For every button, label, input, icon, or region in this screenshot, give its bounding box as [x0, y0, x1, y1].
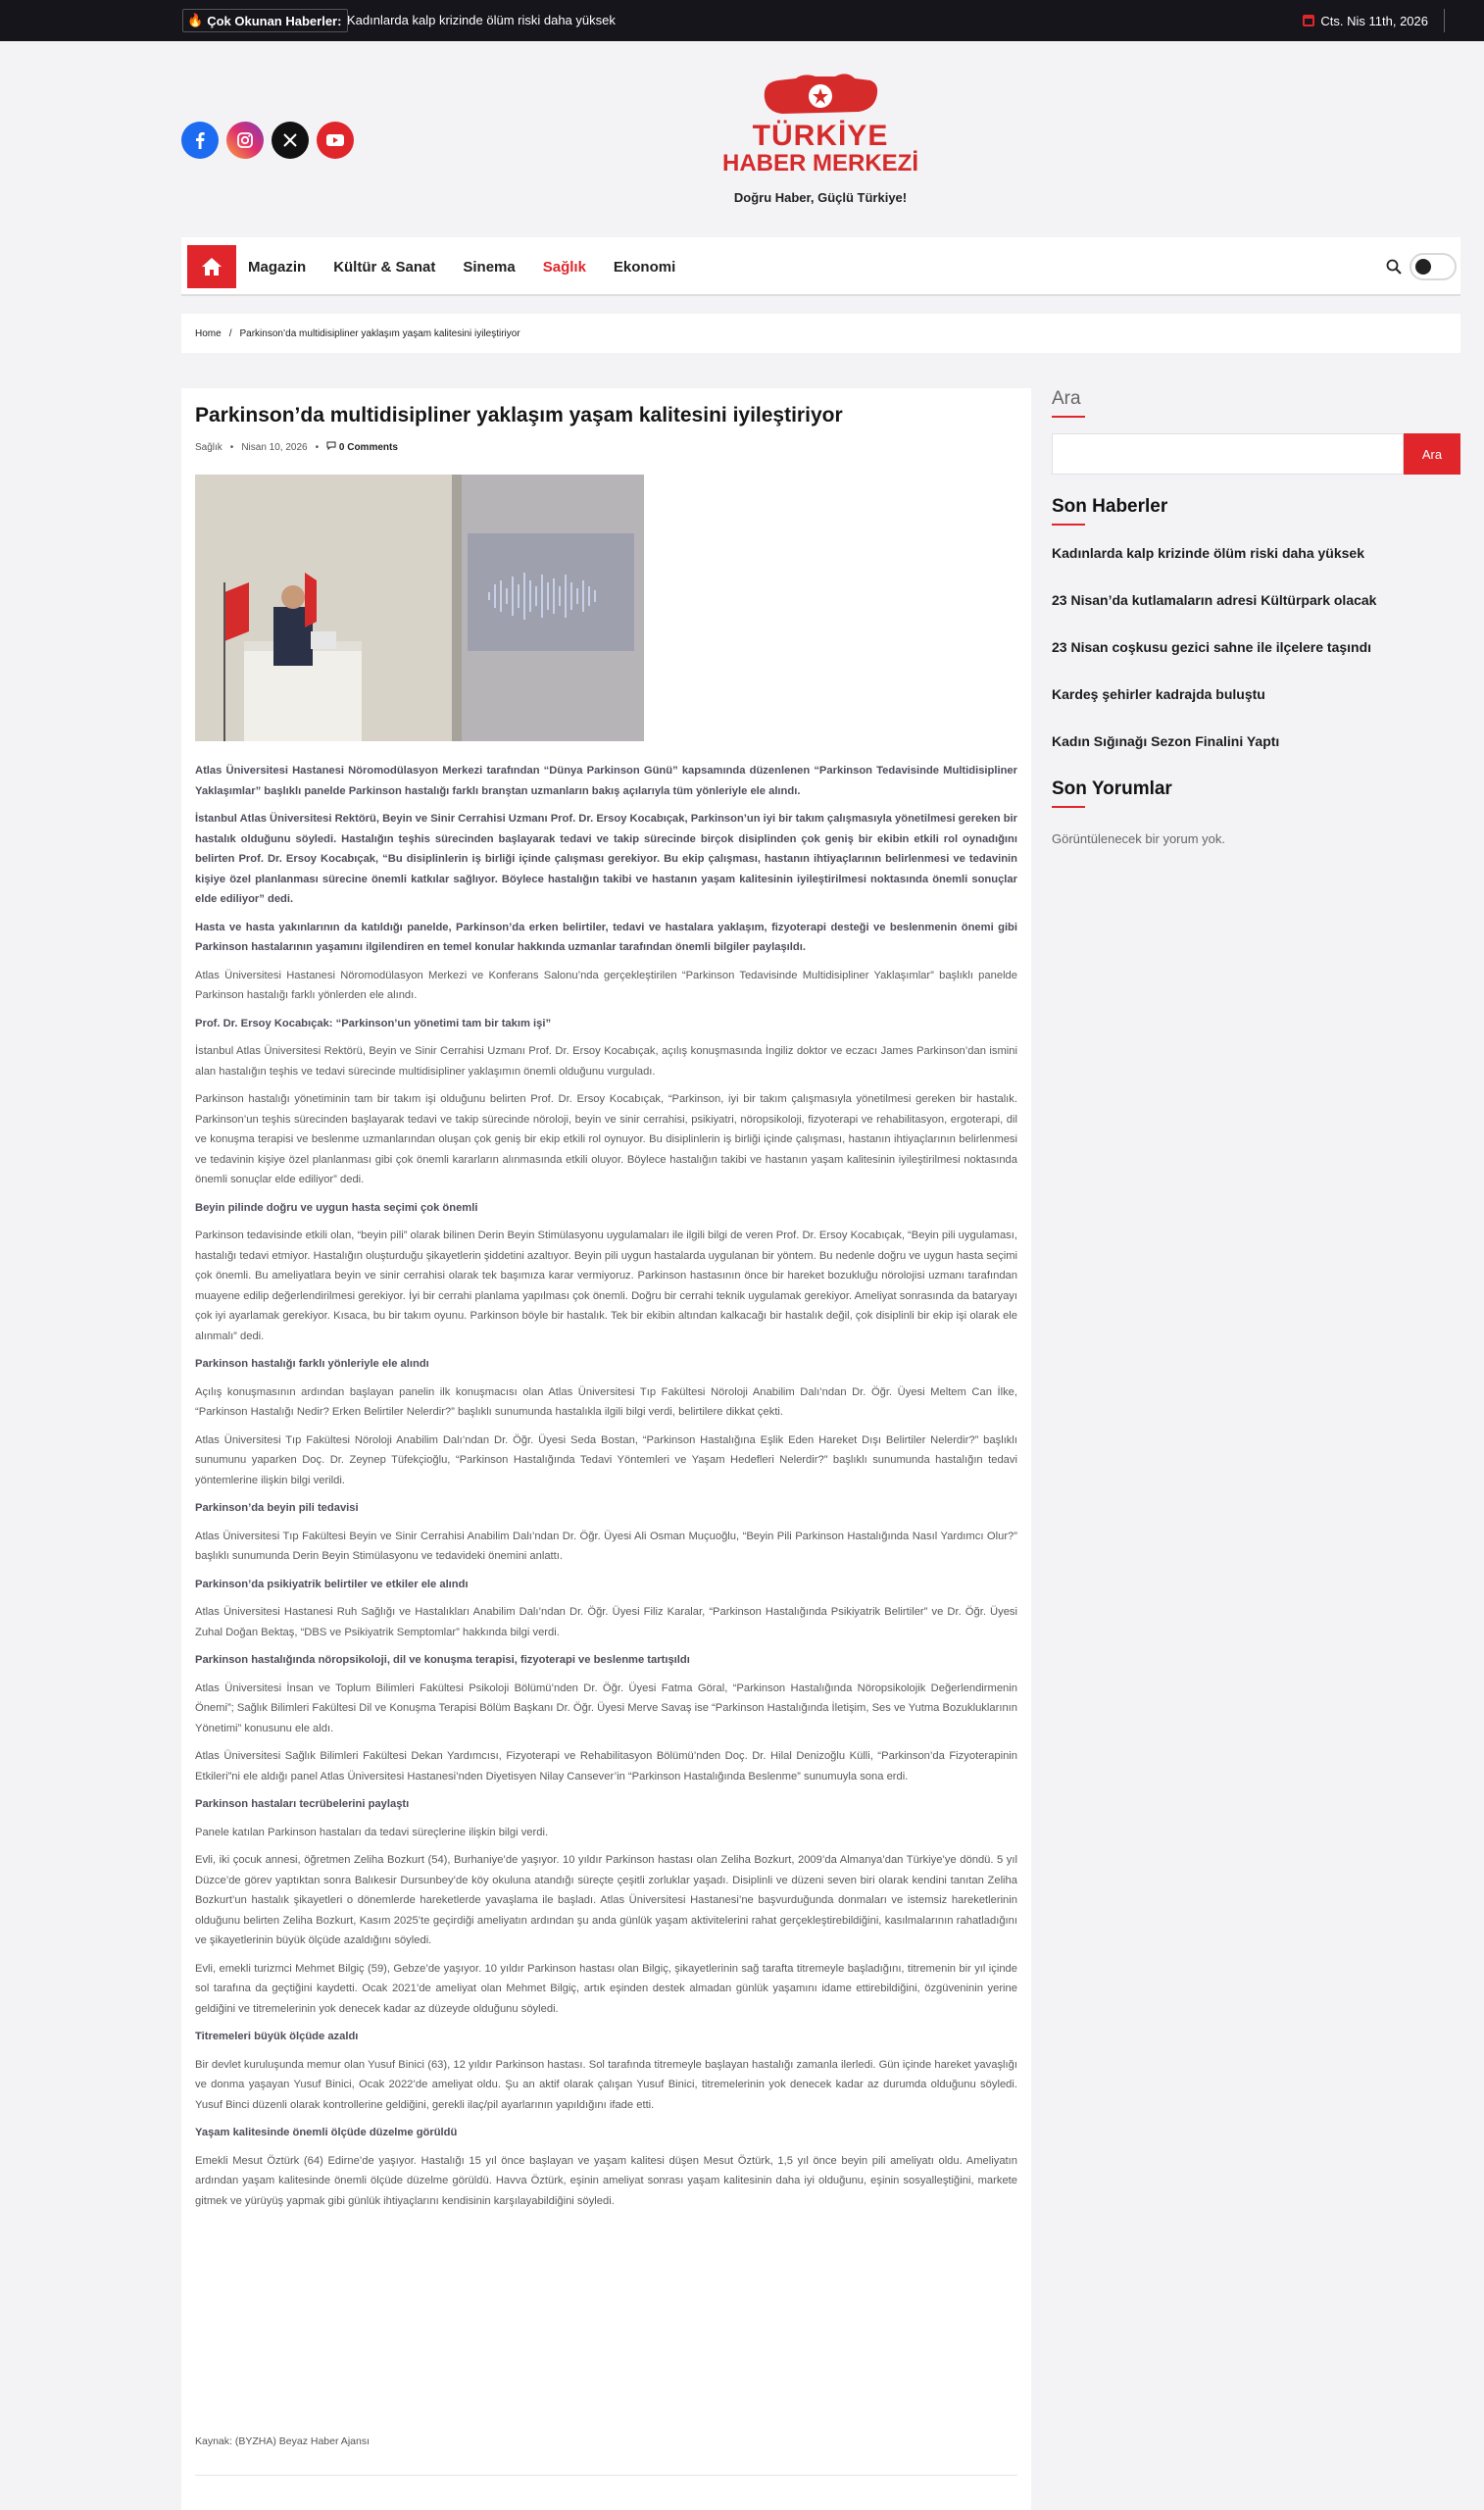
article-meta [195, 441, 1017, 453]
recent-news-item[interactable]: Kadın Sığınağı Sezon Finalini Yaptı [1052, 733, 1280, 749]
social-links [181, 122, 354, 159]
article-image [195, 475, 644, 741]
recent-news-item[interactable]: 23 Nisan’da kutlamaların adresi Kültürpark olacak [1052, 592, 1377, 608]
header-date [1303, 9, 1445, 32]
dark-mode-toggle[interactable] [1410, 253, 1457, 280]
article-subheading: Parkinson’da psikiyatrik belirtiler ve etkiler ele alındı [195, 1578, 469, 1590]
ticker-label [182, 9, 348, 32]
article-paragraph: İstanbul Atlas Üniversitesi Rektörü, Beyin ve Sinir Cerrahisi Uzmanı Prof. Dr. Ersoy Kocabıçak, açılış konuşmasında İngiliz doktor ve eczacı James Parkinson’dan ismini alan hastalığın teşhis ve tedavi sürecinde multidisipliner yaklaşımın önemli olduğunu vurguladı. [195, 1045, 1017, 1078]
ticker-headline[interactable]: Kadınlarda kalp krizinde ölüm riski daha yüksek [347, 13, 616, 27]
article-subheading: Prof. Dr. Ersoy Kocabıçak: “Parkinson’un yönetimi tam bir takım işi” [195, 1017, 552, 1029]
article-paragraph: Emekli Mesut Öztürk (64) Edirne’de yaşıyor. Hastalığı 15 yıl önce başlayan ve yaşam kalitesi düşen Mesut Öztürk, 1,5 yıl önce beyin pili ameliyatı oldu. Ameliyatın ardından yaşam kalitesinde önemli ölçüde düzelme görüldü. Havva Öztürk, eşinin ameliyat sonrası yaşam kalitesinin daha iyi olduğunu, eşinin sosyalleştiğini, markete gitmek ve yürüyüş yapmak gibi günlük ihtiyaçlarını kendisinin karşılayabildiğini söyledi. [195, 2154, 1017, 2207]
article-paragraph: Parkinson hastalığı yönetiminin tam bir takım işi olduğunu belirten Prof. Dr. Ersoy Kocabıçak, “Parkinson, iyi bir takım çalışmasıyla yönetilmesi gereken bir hastalık. Parkinson’un teşhis sürecinden başlayarak tedavi ve takip sürecinde nöroloji, beyin ve sinir cerrahisi, psikiyatri, nöropsikoloji, fizyoterapi ve rehabilitasyon, ergoterapi, dil ve konuşma terapisi ve beslenme uzmanlarından oluşan çok geniş bir ekip etkili rol oynuyor. Bu disiplinlerin iş birliği içinde çalışması, hastanın ihtiyaçlarının belirlenmesi ve tedavinin kişiye özel planlanması gibi çok önemli kararların alınmasında etkili oluyor. Böylece hastalığın takibi ve hastanın yaşam kalitesinin iyileştirilmesi noktasında önemli sonuçlar elde ediliyor” dedi. [195, 1093, 1017, 1185]
meta-dot: • [229, 441, 234, 453]
breadcrumb [181, 314, 1460, 353]
article-category[interactable]: Sağlık [195, 441, 223, 453]
article-paragraph: Atlas Üniversitesi İnsan ve Toplum Bilimleri Fakültesi Psikoloji Bölümü’nden Dr. Öğr. Üyesi Fatma Göral, “Parkinson Hastalığında Nöropsikolojik Değerlendirmenin Önemi”; Sağlık Bilimleri Fakültesi Dil ve Konuşma Terapisi Bölüm Başkanı Dr. Öğr. Üyesi Merve Savaş ise “Parkinson Hastalığında İletişim, Ses ve Yutma Bozukluklarının Yönetimi” konusunu ele aldı. [195, 1682, 1017, 1734]
article-paragraph: Parkinson tedavisinde etkili olan, “beyin pili” olarak bilinen Derin Beyin Stimülasyonu uygulamaları ile ilgili bilgi de veren Prof. Dr. Ersoy Kocabıçak, “Beyin pili uygulaması, hastalığı tedavi etmiyor. Hastalığın oluşturduğu şikayetlerin şiddetini azaltıyor. Beyin pili uygun hastalarda uygulanan bir yöntem. Bu nedenle doğru ve uygun hasta seçimi çok önemli. Bu ameliyatlara beyin ve sinir cerrahisi olarak tek başımıza karar vermiyoruz. Parkinson hastasının önce bir hareket bozukluğu nörolojisi uzmanı tarafından muayene edilip değerlendirilmesi gerekiyor. İyi bir cerrahi planlama yapılması çok önemli. Doğru bir cerrahi teknik uygulamak gerekiyor. Ameliyat sonrasında da bataryayı çok iyi ayarlamak gerekiyor. Kısaca, bu bir takım oyunu. Parkinson böyle bir hastalık. Tek bir ekibin altından kalkacağı bir hastalık değil, çok disiplinli bir ekip işi olarak ele alınmalı” dedi. [195, 1230, 1017, 1342]
article-subheading: Titremeleri büyük ölçüde azaldı [195, 2031, 359, 2042]
nav-item-kultur-sanat[interactable]: Kültür & Sanat [333, 258, 436, 276]
main-nav [181, 237, 1460, 296]
search-icon[interactable] [1386, 259, 1402, 275]
nav-item-ekonomi[interactable]: Ekonomi [613, 258, 676, 276]
sidebar-search-input[interactable] [1052, 433, 1404, 475]
article-paragraph: Atlas Üniversitesi Tıp Fakültesi Nöroloji Anabilim Dalı’ndan Dr. Öğr. Üyesi Seda Bostan, “Parkinson Hastalığına Eşlik Eden Hareket Dışı Belirtiler Nelerdir?” başlıklı sunumunu yaparken Doç. Dr. Zeynep Tüfekçioğlu, “Parkinson Hastalığında Tedavi Yöntemleri ve Yaşam Hedefleri Nelerdir?” başlıklı sunumunda hastalığın tedavi yöntemlerine ilişkin bilgi verildi. [195, 1433, 1017, 1486]
breadcrumb-home[interactable]: Home [195, 327, 222, 339]
nav-item-saglik[interactable]: Sağlık [542, 258, 586, 276]
article-paragraph: Atlas Üniversitesi Tıp Fakültesi Beyin ve Sinir Cerrahisi Anabilim Dalı’ndan Dr. Öğr. Üyesi Ali Osman Muçuoğlu, “Beyin Pili Parkinson Hastalığında Nasıl Yardımcı Olur?” başlıklı sunumunda Derin Beyin Stimülasyonu ve tedavideki önemini anlattı. [195, 1530, 1017, 1562]
top-bar [0, 0, 1484, 41]
date-text: Cts. Nis 11th, 2026 [1320, 13, 1428, 28]
logo-line1: TÜRKİYE [752, 120, 889, 152]
site-tagline: Doğru Haber, Güçlü Türkiye! [733, 190, 908, 205]
article-paragraph: Panele katılan Parkinson hastaları da tedavi süreçlerine ilişkin bilgi verdi. [195, 1826, 549, 1838]
recent-news-list [1052, 539, 1460, 775]
instagram-icon[interactable] [226, 122, 264, 159]
article-subheading: Yaşam kalitesinde önemli ölçüde düzelme görüldü [195, 2127, 458, 2138]
article-body [195, 761, 1017, 2211]
sidebar [1052, 388, 1460, 846]
home-icon [201, 257, 223, 276]
sidebar-search-button[interactable]: Ara [1404, 433, 1460, 475]
meta-dot: • [315, 441, 320, 453]
ticker-label-text: Çok Okunan Haberler: [207, 13, 342, 28]
nav-item-sinema[interactable]: Sinema [463, 258, 516, 276]
comments-count: 0 Comments [338, 442, 398, 453]
calendar-icon [1303, 15, 1314, 26]
article-source: Kaynak: (BYZHA) Beyaz Haber Ajansı [195, 2435, 370, 2447]
recent-news-item[interactable]: Kardeş şehirler kadrajda buluştu [1052, 686, 1265, 702]
search-widget-title: Ara [1052, 388, 1460, 418]
logo-line2: HABER MERKEZİ [721, 150, 918, 176]
facebook-icon[interactable] [181, 122, 219, 159]
article-subheading: Parkinson hastaları tecrübelerini paylaştı [195, 1798, 410, 1810]
nav-items [248, 237, 675, 296]
logo-emblem [757, 69, 884, 120]
article-card [181, 388, 1031, 2510]
breadcrumb-current: Parkinson’da multidisipliner yaklaşım yaşam kalitesini iyileştiriyor [239, 327, 520, 339]
recent-news-item[interactable]: 23 Nisan coşkusu gezici sahne ile ilçelere taşındı [1052, 639, 1372, 655]
article-paragraph: Atlas Üniversitesi Hastanesi Nöromodülasyon Merkezi tarafından “Dünya Parkinson Günü” kapsamında düzenlenen “Parkinson Tedavisinde Multidisipliner Yaklaşımlar” başlıklı panelde Parkinson hastalığı farklı branştan uzmanların bakış açılarıyla tüm yönleriyle ele alındı. [195, 765, 1017, 797]
article-paragraph: Evli, emekli turizmci Mehmet Bilgiç (59), Gebze’de yaşıyor. 10 yıldır Parkinson hastası olan Bilgiç, şikayetlerinin sağ tarafta titremeyle başladığını, titremenin bir yıl içinde sol tarafına da geçtiğini kaydetti. Ocak 2021’de ameliyat olan Mehmet Bilgiç, artık eşinden destek almadan günlük yaşamını idame ettirebildiğini, özgüveninin yerine geldiğini ve titremelerinin yok denecek kadar az düzeyde olduğunu söyledi. [195, 1962, 1017, 2015]
site-logo[interactable] [716, 69, 925, 206]
article-paragraph: İstanbul Atlas Üniversitesi Rektörü, Beyin ve Sinir Cerrahisi Uzmanı Prof. Dr. Ersoy Kocabıçak, Parkinson’un iyi bir takım çalışmasıyla yönetilmesi gereken bir hastalık olduğunu söyledi. Hastalığın teşhis sürecinden başlayarak tedavi ve takip sürecinde birçok disiplinden çok geniş bir ekibin etkili rol oynadığını belirten Prof. Dr. Ersoy Kocabıçak, “Bu disiplinlerin iş birliği içinde çalışması gerekiyor. Bu ekip çalışması, hastanın ihtiyaçlarının belirlenmesi ve tedavinin kişiye özel planlanması sürecine önemli katkılar sağlıyor. Böylece hastalığın takibi ve hastanın yaşam kalitesinin iyileştirilmesi noktasında önemli sonuçlar elde ediliyor” dedi. [195, 813, 1017, 905]
article-paragraph: Atlas Üniversitesi Hastanesi Ruh Sağlığı ve Hastalıkları Anabilim Dalı’ndan Dr. Öğr. Üyesi Filiz Karalar, “Parkinson Hastalığında Psikiyatrik Belirtiler” ve Dr. Öğr. Üyesi Zuhal Doğan Bektaş, “DBS ve Psikiyatrik Semptomlar” hakkında bilgi verdi. [195, 1606, 1017, 1638]
breadcrumb-separator: / [228, 327, 232, 339]
article-title: Parkinson’da multidisipliner yaklaşım yaşam kalitesini iyileştiriyor [195, 404, 843, 427]
home-button[interactable] [187, 245, 236, 288]
recent-news-title: Son Haberler [1052, 496, 1460, 526]
article-paragraph: Atlas Üniversitesi Sağlık Bilimleri Fakültesi Dekan Yardımcısı, Fizyoterapi ve Rehabilitasyon Bölümü’nden Doç. Dr. Hilal Denizoğlu Külli, “Parkinson’da Fizyoterapinin Etkileri”ni ele aldığı panel Atlas Üniversitesi Hastanesi’nden Diyetisyen Nilay Cansever’in “Parkinson Hastalığında Beslenme” sunumuyla sona erdi. [195, 1750, 1017, 1782]
article-date[interactable]: Nisan 10, 2026 [241, 441, 308, 453]
recent-comments-title: Son Yorumlar [1052, 778, 1460, 808]
nav-item-magazin[interactable]: Magazin [248, 258, 307, 276]
recent-news-item[interactable]: Kadınlarda kalp krizinde ölüm riski daha yüksek [1052, 545, 1365, 561]
article-paragraph: Evli, iki çocuk annesi, öğretmen Zeliha Bozkurt (54), Burhaniye’de yaşıyor. 10 yıldır Parkinson hastası olan Zeliha Bozkurt, 2009’da Almanya’dan Türkiye’ye döndü. 5 yıl Düzce’de görev yaptıktan sonra Balıkesir Dursunbey’de köy okuluna atandığı süreçte çeşitli zorluklar yaşadı. Disiplinli ve düzeni seven biri olarak kendini tanıtan Zeliha Bozkurt’un hastalık şikayetleri o dönemlerde hareketlerde yavaşlama ile başladı. Atlas Üniversitesi Hastanesi’ne başvurduğunda donmaları ve istemsiz hareketlerinin olduğunu belirten Zeliha Bozkurt, Kasım 2025’te geçirdiği ameliyatın ardından şu anda günlük yaşam aktivitelerini rahat gerçekleştirebildiğini, kasılmalarının rahatladığını ve şikayetlerinin büyük ölçüde azaldığını söyledi. [195, 1854, 1017, 1946]
flame-icon: 🔥 [187, 13, 204, 27]
article-paragraph: Açılış konuşmasının ardından başlayan panelin ilk konuşmacısı olan Atlas Üniversitesi Tıp Fakültesi Nöroloji Anabilim Dalı’ndan Dr. Öğr. Üyesi Meltem Can İlke, “Parkinson Hastalığı Nedir? Erken Belirtiler Nelerdir?” başlıklı sunumunda hastalıkla ilgili bilgi verdi, belirtilere dikkat çekti. [195, 1385, 1017, 1418]
x-icon[interactable] [272, 122, 309, 159]
panel-photo [195, 475, 644, 741]
article-subheading: Parkinson hastalığı farklı yönleriyle ele alındı [195, 1358, 429, 1370]
article-subheading: Parkinson hastalığında nöropsikoloji, dil ve konuşma terapisi, fizyoterapi ve beslenme tartışıldı [195, 1654, 690, 1666]
article-subheading: Parkinson’da beyin pili tedavisi [195, 1502, 359, 1514]
article-paragraph: Atlas Üniversitesi Hastanesi Nöromodülasyon Merkezi ve Konferans Salonu’nda gerçekleştirilen “Parkinson Tedavisinde Multidisipliner Yaklaşımlar” başlıklı panelde Parkinson hastalığı farklı yönlerden ele alındı. [195, 969, 1017, 1001]
article-paragraph: Hasta ve hasta yakınlarının da katıldığı panelde, Parkinson’da erken belirtiler, tedavi ve hastalara yaklaşım, fizyoterapi desteği ve beslenmenin önemi gibi Parkinson hastalarının yaşamını ilgilendiren en temel konular hakkında uzmanlar tarafından önemli bilgiler paylaşıldı. [195, 921, 1017, 953]
comments-link[interactable] [326, 441, 398, 453]
sidebar-search-form [1052, 433, 1460, 475]
article-paragraph: Bir devlet kuruluşunda memur olan Yusuf Binici (63), 12 yıldır Parkinson hastası. Sol tarafında titremeyle başlayan hastalığı zamanla ilerledi. Gün içinde hareket yavaşlığı ve donma yaşayan Yusuf Binici, Ocak 2022’de ameliyat oldu. Şu an aktif olarak çalışan Yusuf Binici, titremelerinin yok denecek kadar az durumda olduğunu söyledi. Yusuf Binci düzenli olarak kontrollerine geldiğini, gerekli ilaç/pil ayarlarının yapıldığını ifade etti. [195, 2058, 1017, 2111]
article-subheading: Beyin pilinde doğru ve uygun hasta seçimi çok önemli [195, 1201, 478, 1214]
toggle-knob [1415, 259, 1431, 275]
comment-icon [326, 441, 336, 450]
no-comments-text: Görüntülenecek bir yorum yok. [1052, 831, 1226, 846]
article-divider [195, 2475, 1017, 2476]
youtube-icon[interactable] [317, 122, 354, 159]
